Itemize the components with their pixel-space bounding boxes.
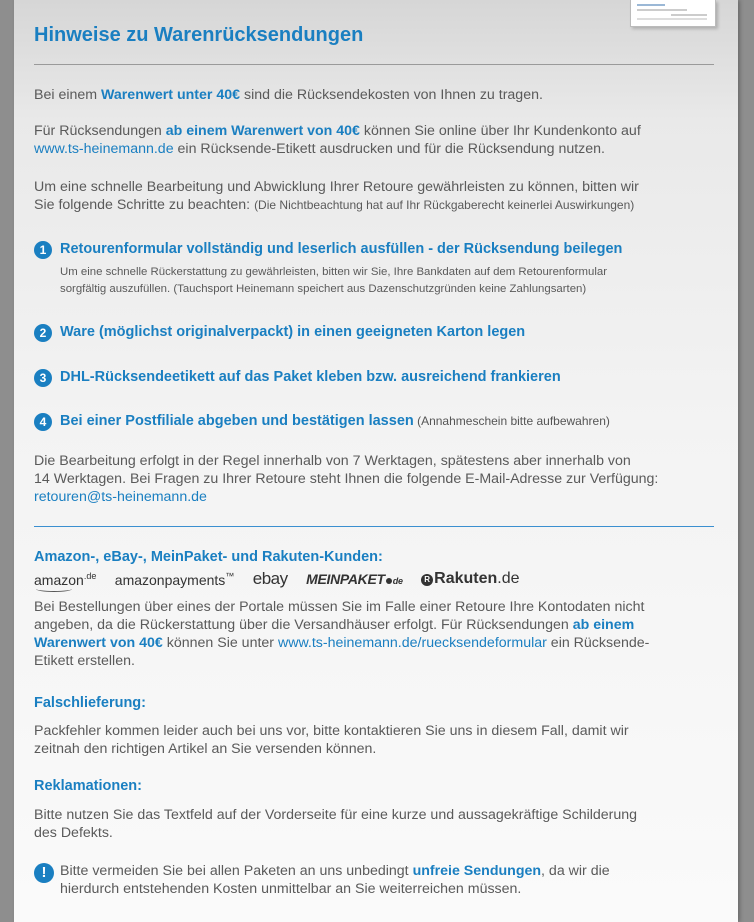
step-number-icon: 1 — [34, 241, 52, 259]
warning-paragraph: Bitte vermeiden Sie bei allen Paketen an uns unbedingt unfreie Sendungen, da wir die hierdurch entstehenden Kosten unmittelbar an Sie weiterreichen müssen. — [60, 863, 610, 897]
return-form-link[interactable]: www.ts-heinemann.de/ruecksendeformular — [277, 635, 547, 651]
step-1: 1 Retourenformular vollständig und leserlich ausfüllen - der Rücksendung beilegen — [34, 240, 622, 259]
exclamation-icon: ! — [34, 863, 54, 883]
intro-paragraph-2: Für Rücksendungen ab einem Warenwert von 40€ können Sie online über Ihr Kundenkonto auf www.ts-heinemann.de ein Rücksende-Etikett ausdrucken und für die Rücksendung nutzen. — [34, 123, 641, 157]
title-divider — [34, 64, 714, 65]
processing-paragraph: Die Bearbeitung erfolgt in der Regel innerhalb von 7 Werktagen, spätestens aber innerhalb von 14 Werktagen. Bei Fragen zu Ihrer Retoure steht Ihnen die folgende E-Mail-Adresse zur Verfügung: retouren@ts-heinemann.de — [34, 453, 659, 505]
reklamationen-heading: Reklamationen: — [34, 778, 142, 794]
marketplaces-paragraph: Bei Bestellungen über eines der Portale müssen Sie im Falle einer Retoure Ihre Kontodaten nicht angeben, da die Rückerstattung über die Versandhäuser erfolgt. Für Rücksendungen ab einem Warenwert von 40€ können Sie unter www.ts-heinemann.de/ruecksendeformular ein Rücksende- Etikett erstellen. — [34, 599, 650, 669]
falschlieferung-paragraph: Packfehler kommen leider auch bei uns vor, bitte kontaktieren Sie uns in diesem Fall, damit wir zeitnah den richtigen Artikel an Sie versenden können. — [34, 723, 629, 757]
step-number-icon: 2 — [34, 324, 52, 342]
page-thumbnail[interactable] — [630, 0, 716, 27]
step-number-icon: 3 — [34, 369, 52, 387]
ebay-logo: ebay — [252, 569, 288, 588]
step-1-description: Um eine schnelle Rückerstattung zu gewährleisten, bitten wir Sie, Ihre Bankdaten auf dem Retourenformular sorgfältig auszufüllen. (Tauchsport Heinemann speichert aus Dazenschutzgründen keine Zahlungsarten) — [60, 266, 608, 295]
falschlieferung-heading: Falschlieferung: — [34, 695, 146, 711]
intro-paragraph-1: Bei einem Warenwert unter 40€ sind die Rücksendekosten von Ihnen zu tragen. — [34, 87, 543, 103]
page-title: Hinweise zu Warenrücksendungen — [34, 24, 364, 46]
marketplace-logos — [34, 569, 534, 589]
marketplaces-heading: Amazon-, eBay-, MeinPaket- und Rakuten-Kunden: — [34, 549, 383, 565]
step-number-icon: 4 — [34, 413, 52, 431]
amazon-payments-logo: amazonpayments™ — [114, 570, 235, 588]
step-2: 2 Ware (möglichst originalverpackt) in einen geeigneten Karton legen — [34, 323, 525, 342]
website-link[interactable]: www.ts-heinemann.de — [34, 141, 174, 157]
reklamationen-paragraph: Bitte nutzen Sie das Textfeld auf der Vorderseite für eine kurze und aussagekräftige Schilderung des Defekts. — [34, 807, 638, 841]
email-link[interactable]: retouren@ts-heinemann.de — [34, 489, 207, 505]
amazon-logo: amazon$^{.de}$ — [34, 571, 96, 588]
document-page — [14, 0, 738, 922]
step-3: 3 DHL-Rücksendeetikett auf das Paket kleben bzw. ausreichend frankieren — [34, 368, 561, 387]
meinpaket-logo: MEINPAKET de — [306, 571, 403, 587]
rakuten-logo: R Rakuten.de — [421, 570, 519, 588]
step-4: 4 Bei einer Postfiliale abgeben und bestätigen lassen (Annahmeschein bitte aufbewahren) — [34, 412, 610, 431]
section-divider — [34, 526, 714, 527]
intro-paragraph-3: Um eine schnelle Bearbeitung und Abwicklung Ihrer Retoure gewährleisten zu können, bitten wir Sie folgende Schritte zu beachten: (Die Nichtbeachtung hat auf Ihr Rückgaberecht keinerlei Auswirkungen) — [34, 179, 639, 213]
